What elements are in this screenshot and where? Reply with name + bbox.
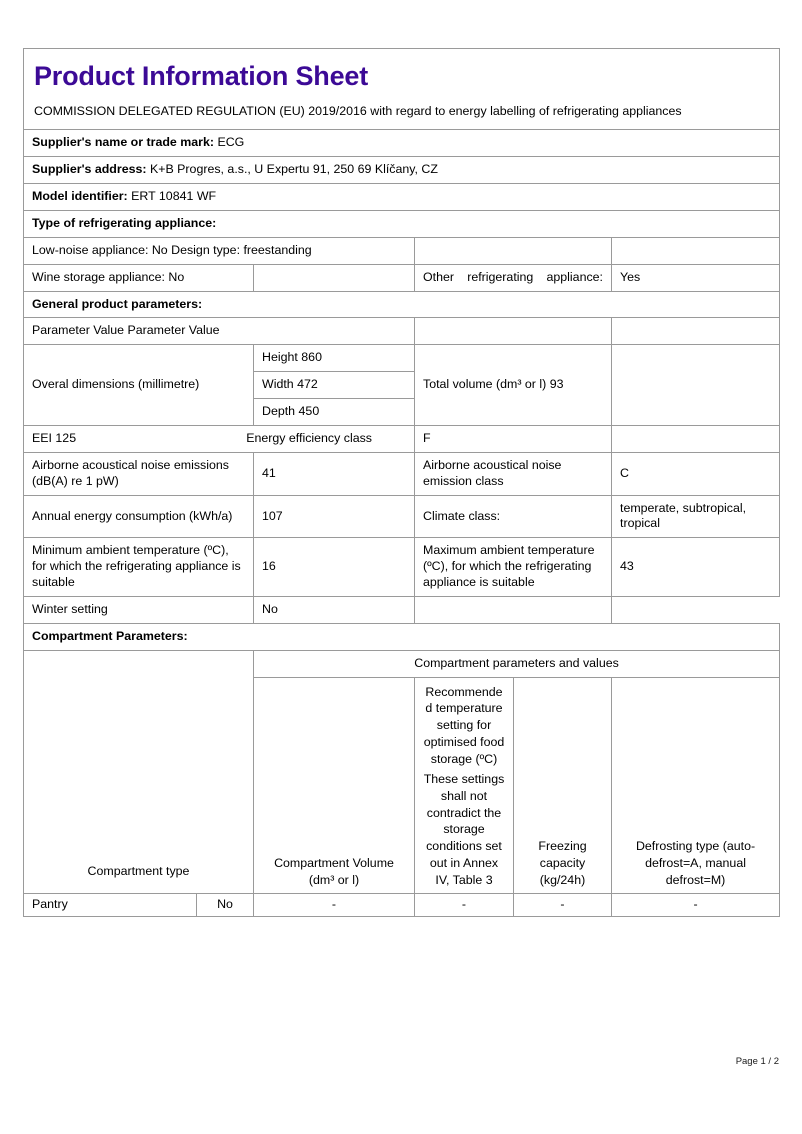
supplier-address-value: K+B Progres, a.s., U Expertu 91, 250 69 Klíčany, CZ <box>149 162 438 177</box>
min-ambient-temperature-label: Minimum ambient temperature (ºC), for which the refrigerating appliance is suitable <box>24 538 254 597</box>
model-identifier-cell <box>24 184 780 211</box>
noise-row <box>24 452 780 495</box>
overall-dimensions-row <box>24 345 780 426</box>
regulation-subtitle: COMMISSION DELEGATED REGULATION (EU) 2019/2016 with regard to energy labelling of refrigerating appliances <box>34 104 682 119</box>
annual-energy-value: 107 <box>254 495 415 538</box>
eei-value: EEI 125 <box>32 430 77 445</box>
eei-row <box>24 425 780 452</box>
compartment-temperature-title: Recommended temperature setting for optimised food storage (ºC) <box>423 684 505 766</box>
eei-spacer <box>612 425 780 452</box>
model-identifier-row <box>24 184 780 211</box>
page-title: Product Information Sheet <box>34 61 369 91</box>
table-row <box>24 894 780 917</box>
dimension-width-value: 472 <box>297 377 318 392</box>
winter-setting-value: No <box>254 596 415 623</box>
eei-cell <box>24 425 415 452</box>
max-ambient-temperature-label: Maximum ambient temperature (ºC), for which the refrigerating appliance is suitable <box>415 538 612 597</box>
dimension-width <box>254 372 414 399</box>
annual-energy-row <box>24 495 780 538</box>
wine-storage-row <box>24 264 780 291</box>
compartment-row-type: Pantry <box>24 894 197 917</box>
compartment-type-column-header: Compartment type <box>24 650 254 894</box>
dimension-depth-name: Depth <box>262 404 296 419</box>
dimensions-subtable <box>254 345 414 425</box>
supplier-address-row <box>24 157 780 184</box>
compartment-temperature-column-header <box>415 677 514 894</box>
dimension-depth <box>254 399 414 425</box>
parameter-value-spacer-2 <box>612 318 780 345</box>
other-appliance-value: Yes <box>612 264 780 291</box>
total-volume-cell: Total volume (dm³ or l) 93 <box>415 345 612 426</box>
supplier-name-value: ECG <box>217 135 245 150</box>
parameter-value-spacer <box>415 318 612 345</box>
climate-class-value: temperate, subtropical, tropical <box>612 495 780 538</box>
general-parameters-heading-row <box>24 291 780 318</box>
compartment-row-volume: - <box>254 894 415 917</box>
total-volume-spacer <box>612 345 780 426</box>
dimension-row-depth <box>254 399 414 425</box>
dimension-height-value: 860 <box>301 350 322 365</box>
wine-storage-spacer-cell <box>254 264 415 291</box>
compartment-parameters-heading: Compartment Parameters: <box>24 623 780 650</box>
winter-setting-spacer <box>415 596 612 623</box>
supplier-name-label: Supplier's name or trade mark: <box>32 135 214 150</box>
compartment-row-temperature: - <box>415 894 514 917</box>
model-identifier-value: ERT 10841 WF <box>131 189 217 204</box>
dimensions-subtable-cell <box>254 345 415 426</box>
supplier-address-cell <box>24 157 780 184</box>
dimension-row-width <box>254 372 414 399</box>
low-noise-row <box>24 237 780 264</box>
compartment-group-header-row <box>24 650 780 677</box>
low-noise-cell: Low-noise appliance: No Design type: freestanding <box>24 237 415 264</box>
noise-class-label: Airborne acoustical noise emission class <box>415 452 612 495</box>
dimension-depth-value: 450 <box>298 404 320 419</box>
compartment-volume-column-header: Compartment Volume (dm³ or l) <box>254 677 415 894</box>
page-footer: Page 1 / 2 <box>735 1056 779 1067</box>
compartment-row-freezing: - <box>514 894 612 917</box>
supplier-name-cell <box>24 130 780 157</box>
dimension-row-height <box>254 345 414 371</box>
supplier-name-row <box>24 130 780 157</box>
low-noise-spacer-cell <box>415 237 612 264</box>
parameter-value-header: Parameter Value Parameter Value <box>24 318 415 345</box>
winter-setting-label: Winter setting <box>24 596 254 623</box>
compartment-row-defrosting: - <box>612 894 780 917</box>
compartment-freezing-column-header: Freezing capacity (kg/24h) <box>514 677 612 894</box>
noise-label: Airborne acoustical noise emissions (dB(A) re 1 pW) <box>24 452 254 495</box>
dimension-height-name: Height <box>262 350 298 365</box>
appliance-type-heading: Type of refrigerating appliance: <box>24 210 780 237</box>
compartment-group-header: Compartment parameters and values <box>254 650 780 677</box>
winter-setting-row <box>24 596 780 623</box>
overall-dimensions-label: Overal dimensions (millimetre) <box>24 345 254 426</box>
noise-value: 41 <box>254 452 415 495</box>
annual-energy-label: Annual energy consumption (kWh/a) <box>24 495 254 538</box>
dimension-height <box>254 345 414 371</box>
product-information-sheet-table <box>23 48 780 917</box>
appliance-type-heading-row <box>24 210 780 237</box>
energy-efficiency-class-value: F <box>415 425 612 452</box>
min-ambient-temperature-value: 16 <box>254 538 415 597</box>
general-parameters-heading: General product parameters: <box>24 291 780 318</box>
supplier-address-label: Supplier's address: <box>32 162 147 177</box>
model-identifier-label: Model identifier: <box>32 189 128 204</box>
compartment-row-present: No <box>197 894 254 917</box>
ambient-temperature-row <box>24 538 780 597</box>
title-row <box>24 49 780 130</box>
title-cell <box>24 49 780 130</box>
winter-setting-spacer-2 <box>612 596 780 623</box>
other-appliance-label: Other refrigerating appliance: <box>415 264 612 291</box>
energy-efficiency-class-label: Energy efficiency class <box>246 430 372 445</box>
dimension-width-name: Width <box>262 377 294 392</box>
max-ambient-temperature-value: 43 <box>612 538 780 597</box>
compartment-defrosting-column-header: Defrosting type (auto-defrost=A, manual defrost=M) <box>612 677 780 894</box>
climate-class-label: Climate class: <box>415 495 612 538</box>
parameter-value-header-row <box>24 318 780 345</box>
wine-storage-cell: Wine storage appliance: No <box>24 264 254 291</box>
low-noise-spacer-cell-2 <box>612 237 780 264</box>
noise-class-value: C <box>612 452 780 495</box>
compartment-temperature-note: These settings shall not contradict the storage conditions set out in Annex IV, Table 3 <box>423 772 505 887</box>
compartment-parameters-heading-row <box>24 623 780 650</box>
